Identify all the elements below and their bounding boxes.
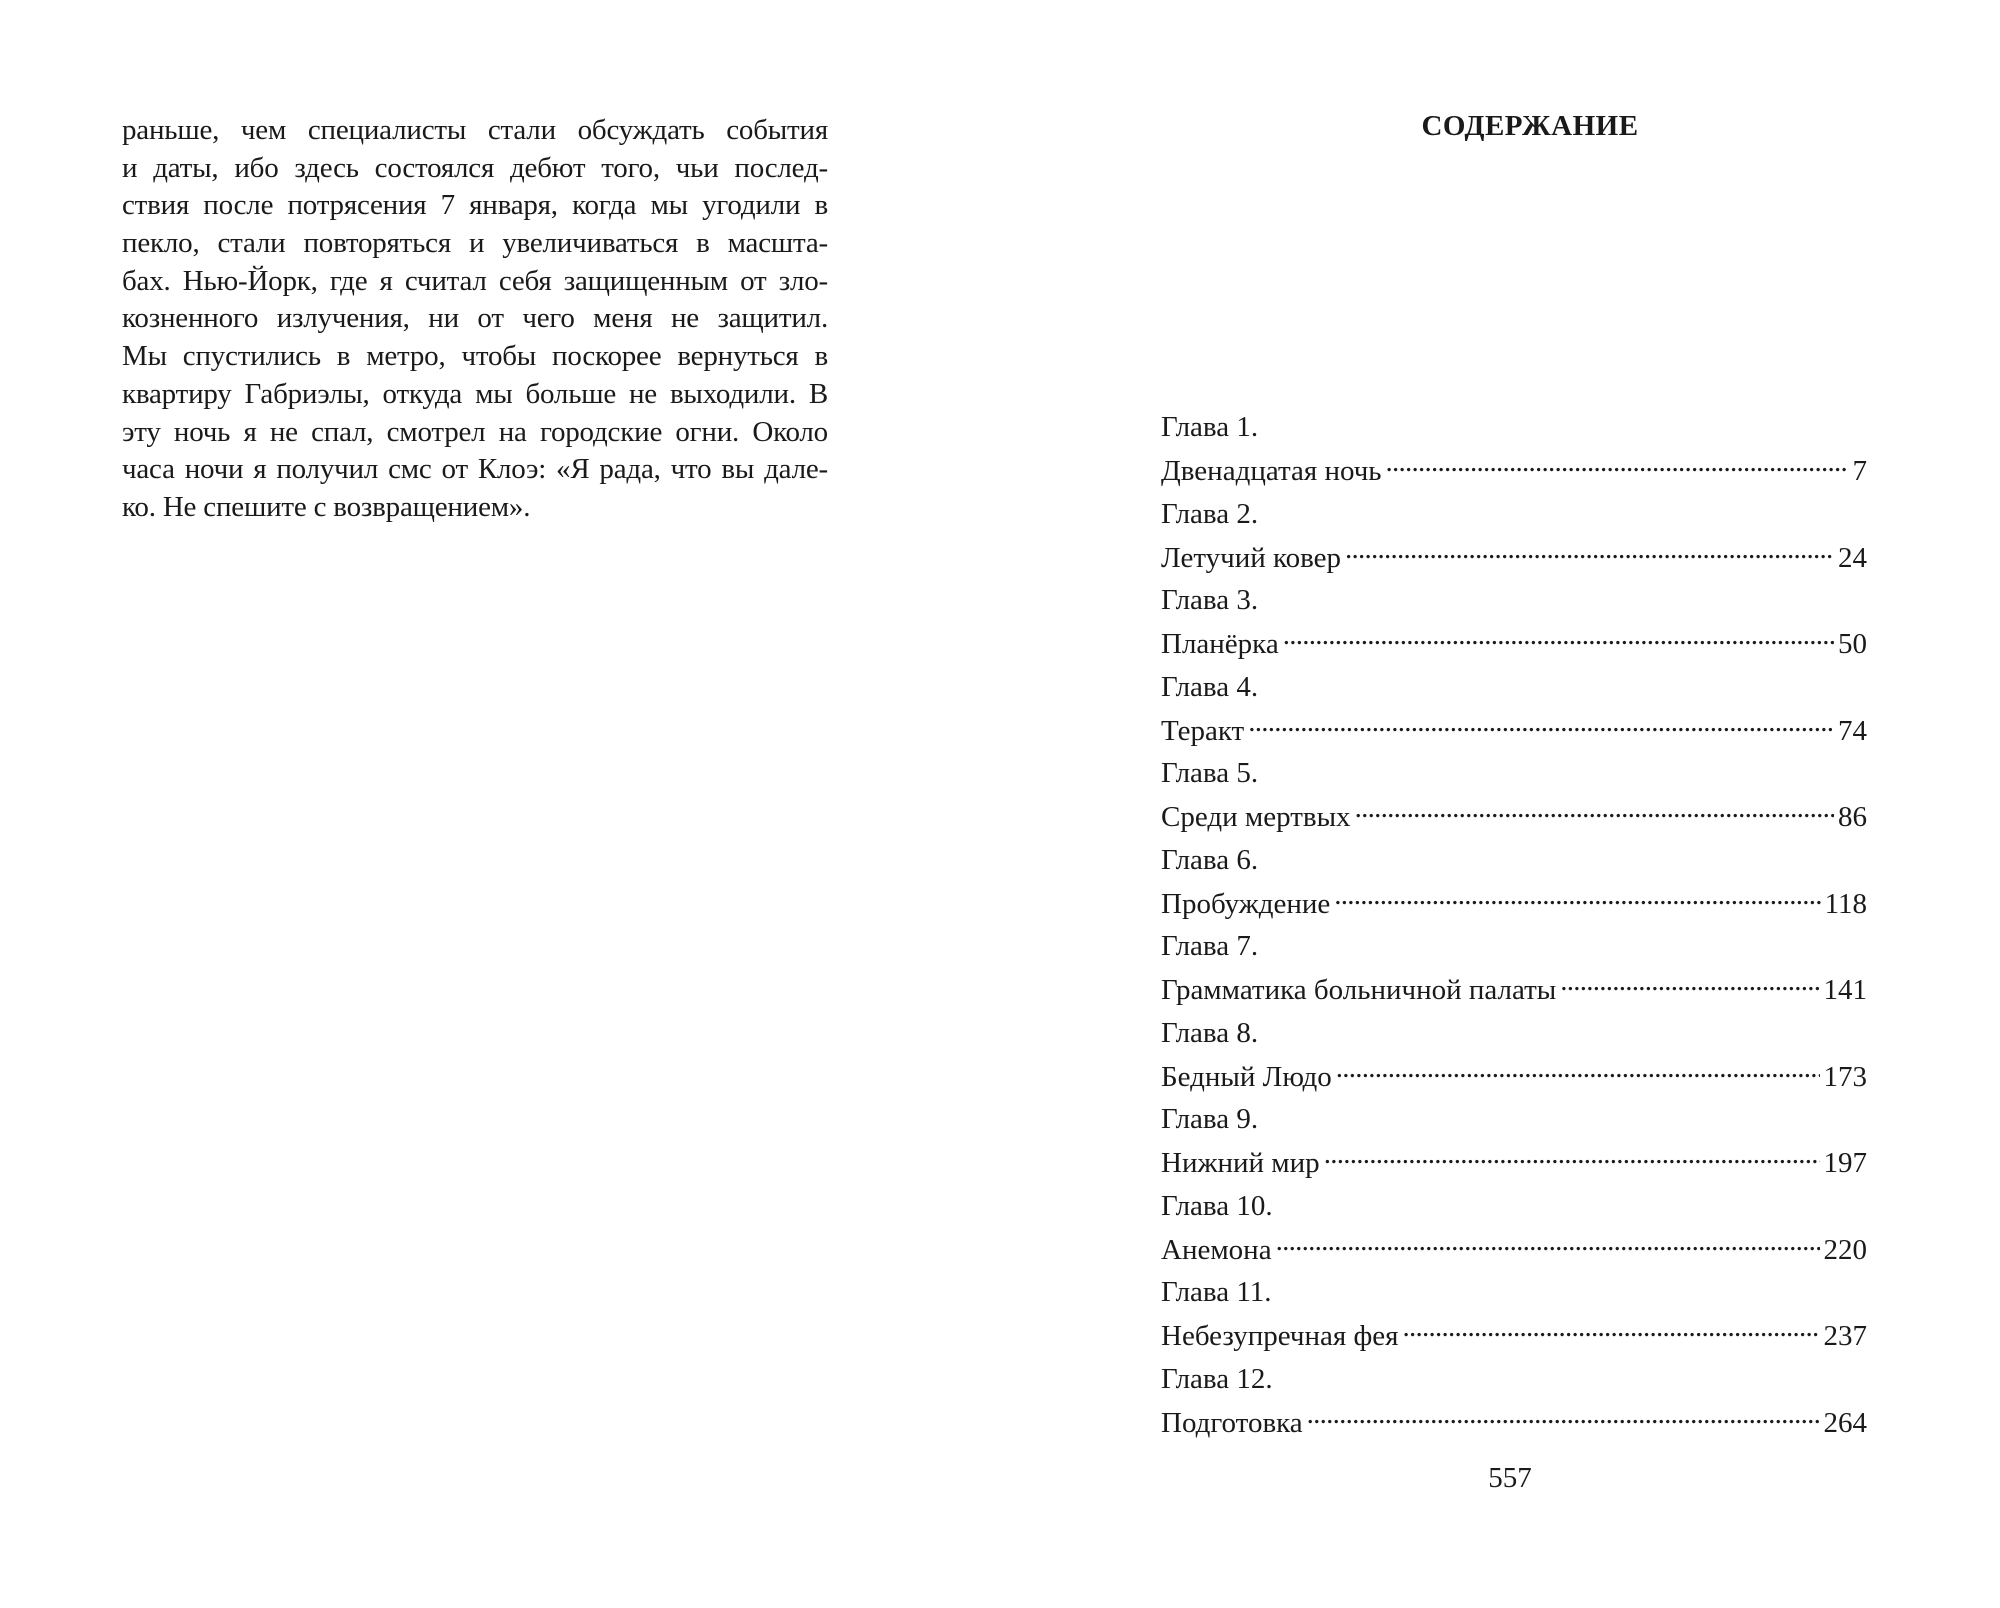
toc-page-number: 173	[1823, 1060, 1867, 1093]
toc-chapter-label: Глава 11.	[1161, 1276, 1272, 1308]
toc-page-number: 220	[1823, 1233, 1867, 1266]
toc-leader-dots	[1334, 878, 1820, 913]
toc-entry[interactable]	[1161, 843, 1867, 930]
table-of-contents	[1161, 410, 1867, 1448]
toc-page-number: 50	[1838, 628, 1867, 660]
toc-leader-dots	[1386, 445, 1849, 480]
toc-chapter-name: Пробуждение	[1161, 887, 1331, 920]
toc-leader-dots	[1560, 964, 1819, 999]
toc-page-number: 197	[1823, 1147, 1867, 1179]
text-line: эту ночь я не спал, смотрел на городские огни. Около	[122, 415, 828, 448]
toc-row	[1161, 1051, 1867, 1093]
text-line: бах. Нью-Йорк, где я считал себя защищенным от зло-	[122, 264, 828, 297]
toc-chapter-name: Подготовка	[1161, 1406, 1303, 1439]
toc-chapter-name: Летучий ковер	[1161, 541, 1342, 574]
toc-page-number: 7	[1852, 455, 1867, 487]
toc-row	[1161, 705, 1867, 747]
toc-chapter-name: Анемона	[1161, 1233, 1272, 1266]
toc-row	[1161, 1224, 1867, 1266]
toc-title: СОДЕРЖАНИЕ	[1421, 110, 1639, 142]
toc-row	[1161, 964, 1867, 1006]
toc-entry[interactable]	[1161, 1102, 1867, 1189]
toc-page-number: 264	[1823, 1406, 1867, 1439]
toc-chapter-name: Грамматика больничной палаты	[1161, 974, 1557, 1006]
toc-chapter-label: Глава 9.	[1161, 1103, 1259, 1135]
toc-entry[interactable]	[1161, 670, 1867, 757]
toc-page-number: 141	[1823, 974, 1867, 1006]
toc-row	[1161, 445, 1867, 487]
toc-leader-dots	[1336, 1051, 1820, 1086]
toc-row	[1161, 878, 1867, 920]
toc-chapter-name: Планёрка	[1161, 628, 1279, 660]
text-line: раньше, чем специалисты стали обсуждать события	[122, 114, 828, 146]
toc-page-number: 24	[1838, 541, 1867, 574]
text-line: часа ночи я получил смс от Клоэ: «Я рада, что вы дале-	[122, 453, 828, 486]
text-line: ко. Не спешите с возвращением».	[122, 490, 531, 523]
toc-chapter-name: Теракт	[1161, 714, 1245, 747]
toc-entry[interactable]	[1161, 1275, 1867, 1362]
toc-chapter-name: Двенадцатая ночь	[1161, 455, 1382, 487]
toc-row	[1161, 1310, 1867, 1352]
toc-chapter-label: Глава 2.	[1161, 497, 1259, 530]
toc-leader-dots	[1276, 1224, 1820, 1259]
toc-entry[interactable]	[1161, 1016, 1867, 1103]
toc-row	[1161, 1397, 1867, 1439]
toc-leader-dots	[1248, 705, 1834, 740]
toc-page-number: 237	[1823, 1320, 1867, 1352]
toc-row	[1161, 1137, 1867, 1179]
toc-page-number: 118	[1824, 887, 1867, 920]
text-line: козненного излучения, ни от чего меня не защитил.	[122, 302, 828, 335]
toc-chapter-label: Глава 5.	[1161, 757, 1259, 789]
toc-entry[interactable]	[1161, 1362, 1867, 1449]
toc-leader-dots	[1345, 532, 1834, 567]
toc-chapter-name: Нижний мир	[1161, 1147, 1320, 1179]
toc-chapter-label: Глава 8.	[1161, 1016, 1259, 1049]
toc-entry[interactable]	[1161, 1189, 1867, 1276]
toc-page-number: 86	[1838, 801, 1867, 833]
toc-entry[interactable]	[1161, 756, 1867, 843]
toc-leader-dots	[1355, 791, 1834, 826]
toc-leader-dots	[1324, 1137, 1820, 1172]
text-line: квартиру Габриэлы, откуда мы больше не выходили. В	[122, 377, 828, 410]
toc-chapter-label: Глава 7.	[1161, 930, 1259, 962]
left-page-text	[122, 112, 828, 527]
text-line: Мы спустились в метро, чтобы поскорее вернуться в	[122, 340, 828, 373]
toc-chapter-label: Глава 1.	[1161, 411, 1259, 443]
page-number: 557	[1488, 1462, 1532, 1494]
toc-entry[interactable]	[1161, 410, 1867, 497]
toc-leader-dots	[1307, 1397, 1820, 1432]
toc-row	[1161, 618, 1867, 660]
toc-chapter-label: Глава 12.	[1161, 1362, 1273, 1395]
toc-row	[1161, 791, 1867, 833]
text-line: и даты, ибо здесь состоялся дебют того, чьи послед-	[122, 151, 828, 184]
toc-chapter-name: Бедный Людо	[1161, 1060, 1332, 1093]
toc-chapter-name: Среди мертвых	[1161, 801, 1351, 833]
toc-leader-dots	[1283, 618, 1834, 653]
toc-chapter-label: Глава 3.	[1161, 584, 1259, 616]
toc-leader-dots	[1403, 1310, 1820, 1345]
toc-chapter-label: Глава 4.	[1161, 670, 1259, 703]
toc-entry[interactable]	[1161, 929, 1867, 1016]
toc-chapter-name: Небезупречная фея	[1161, 1320, 1399, 1352]
toc-chapter-label: Глава 10.	[1161, 1189, 1273, 1222]
toc-entry[interactable]	[1161, 497, 1867, 584]
toc-page-number: 74	[1838, 714, 1867, 747]
text-line: пекло, стали повторяться и увеличиваться в масшта-	[122, 227, 828, 260]
text-line: ствия после потрясения 7 января, когда мы угодили в	[122, 189, 828, 222]
toc-entry[interactable]	[1161, 583, 1867, 670]
toc-row	[1161, 532, 1867, 574]
toc-chapter-label: Глава 6.	[1161, 843, 1259, 876]
